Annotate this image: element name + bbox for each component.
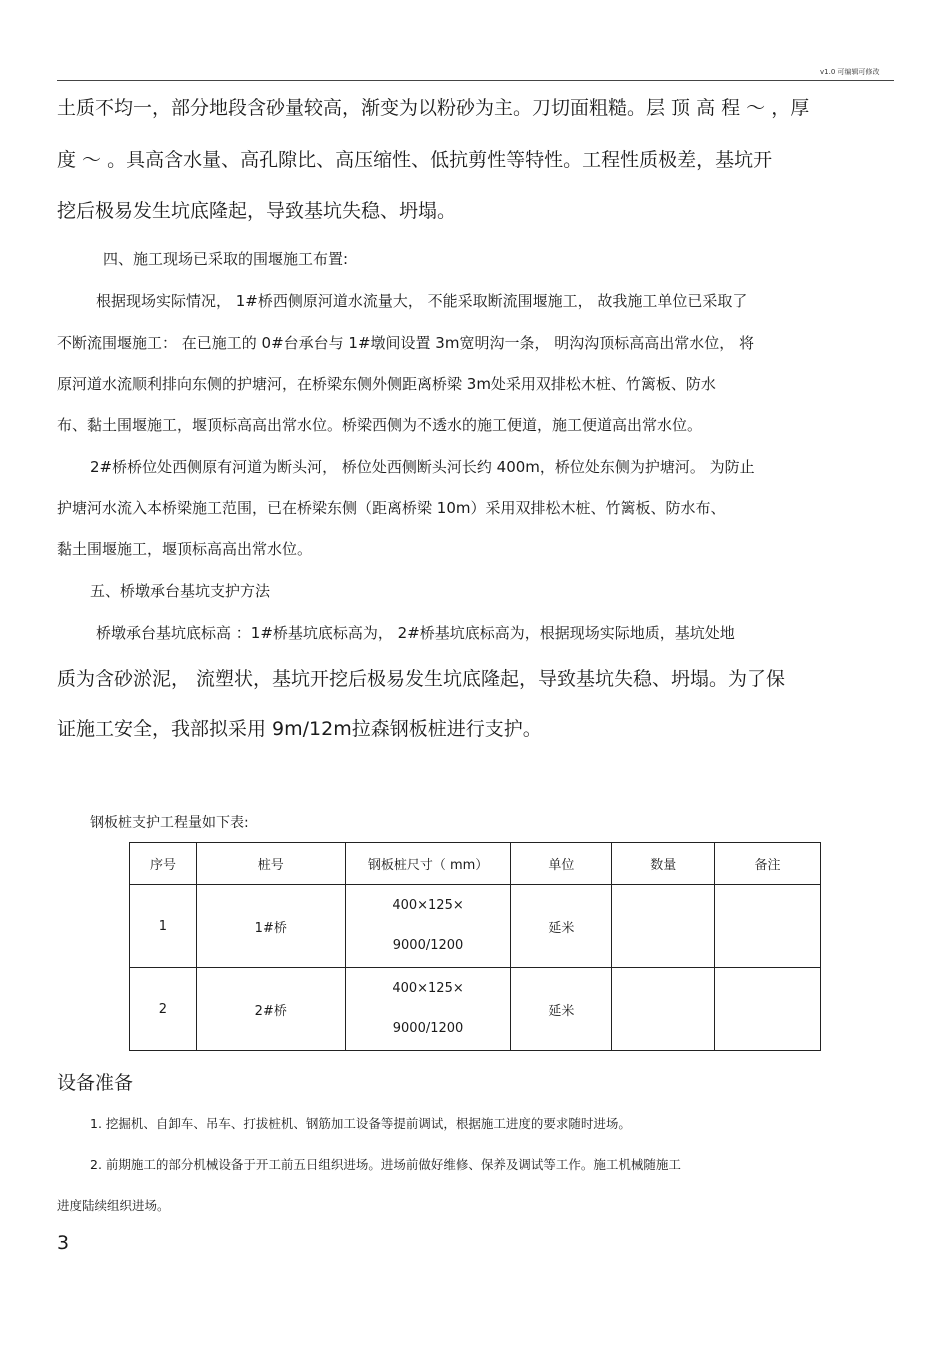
equipment-item-2-line-1: 2. 前期施工的部分机械设备于开工前五日组织进场。进场前做好维修、保养及调试等工作。施工机械随施工 — [90, 1157, 681, 1172]
section-4-p2-line-3: 黏土围堰施工，堰顶标高高出常水位。 — [57, 540, 313, 558]
cell-no: 2 — [130, 968, 197, 1051]
header-cell-qty: 数量 — [612, 843, 715, 885]
section-4-p2-line-1: 2#桥桥位处西侧原有河道为断头河， 桥位处西侧断头河长约 400m，桥位处东侧为护塘河。 为防止 — [90, 458, 755, 476]
cell-size — [345, 968, 511, 1051]
header-cell-unit: 单位 — [511, 843, 612, 885]
cell-no: 1 — [130, 885, 197, 968]
cell-unit: 延米 — [511, 968, 612, 1051]
table-caption: 钢板桩支护工程量如下表: — [90, 815, 249, 831]
cell-size — [345, 885, 511, 968]
cell-unit: 延米 — [511, 885, 612, 968]
cell-qty — [612, 885, 715, 968]
cell-qty — [612, 968, 715, 1051]
header-cell-no: 序号 — [130, 843, 197, 885]
header-cell-size: 钢板桩尺寸（ mm） — [345, 843, 511, 885]
section-5-line-1: 桥墩承台基坑底标高 ：1#桥基坑底标高为， 2#桥基坑底标高为，根据现场实际地质，基坑处地 — [96, 624, 735, 642]
cell-size-line-2: 9000/1200 — [392, 1021, 464, 1036]
equipment-heading: 设备准备 — [57, 1072, 134, 1094]
geo-para-line-3: 挖后极易发生坑底隆起，导致基坑失稳、坍塌。 — [57, 200, 457, 222]
cell-size-line-2: 9000/1200 — [392, 938, 464, 953]
section-4-p1-line-3: 原河道水流顺利排向东侧的护塘河，在桥梁东侧外侧距离桥梁 3m处采用双排松木桩、竹篱板、防水 — [57, 375, 716, 393]
version-note: v1.0 可编辑可修改 — [820, 68, 880, 76]
geo-para-line-1: 土质不均一，部分地段含砂量较高，渐变为以粉砂为主。刀切面粗糙。层 顶 高 程 ～ ，厚 — [57, 97, 810, 119]
header-rule — [57, 80, 894, 81]
header-cell-note: 备注 — [715, 843, 821, 885]
cell-note — [715, 968, 821, 1051]
table-header-row — [130, 843, 821, 885]
section-4-p1-line-4: 布、黏土围堰施工，堰顶标高高出常水位。桥梁西侧为不透水的施工便道，施工便道高出常水位。 — [57, 416, 703, 434]
section-4-heading: 四、施工现场已采取的围堰施工布置: — [103, 250, 349, 268]
equipment-item-1: 1. 挖掘机、自卸车、吊车、打拔桩机、钢筋加工设备等提前调试，根据施工进度的要求随时进场。 — [90, 1116, 631, 1131]
cell-size-line-1: 400×125× — [392, 898, 464, 913]
page-number: 3 — [57, 1232, 70, 1254]
header-cell-pile: 桩号 — [196, 843, 345, 885]
equipment-item-2-line-2: 进度陆续组织进场。 — [57, 1198, 170, 1213]
section-5-heading: 五、桥墩承台基坑支护方法 — [90, 582, 271, 600]
section-5-line-2: 质为含砂淤泥， 流塑状，基坑开挖后极易发生坑底隆起，导致基坑失稳、坍塌。为了保 — [57, 668, 786, 690]
section-4-p1-line-2: 不断流围堰施工： 在已施工的 0#台承台与 1#墩间设置 3m宽明沟一条， 明沟沟顶标高高出常水位， 将 — [57, 334, 754, 352]
table-row — [130, 968, 821, 1051]
cell-note — [715, 885, 821, 968]
section-5-line-3: 证施工安全，我部拟采用 9m/12m拉森钢板桩进行支护。 — [57, 718, 542, 740]
pile-quantity-table — [129, 842, 821, 1051]
cell-pile: 1#桥 — [196, 885, 345, 968]
section-4-p1-line-1: 根据现场实际情况， 1#桥西侧原河道水流量大， 不能采取断流围堰施工， 故我施工单位已采取了 — [96, 292, 748, 310]
section-4-p2-line-2: 护塘河水流入本桥梁施工范围，已在桥梁东侧（距离桥梁 10m）采用双排松木桩、竹篱板、防水布、 — [57, 499, 726, 517]
cell-size-line-1: 400×125× — [392, 981, 464, 996]
table-row — [130, 885, 821, 968]
geo-para-line-2: 度 ～ 。具高含水量、高孔隙比、高压缩性、低抗剪性等特性。工程性质极差，基坑开 — [57, 149, 773, 171]
cell-pile: 2#桥 — [196, 968, 345, 1051]
